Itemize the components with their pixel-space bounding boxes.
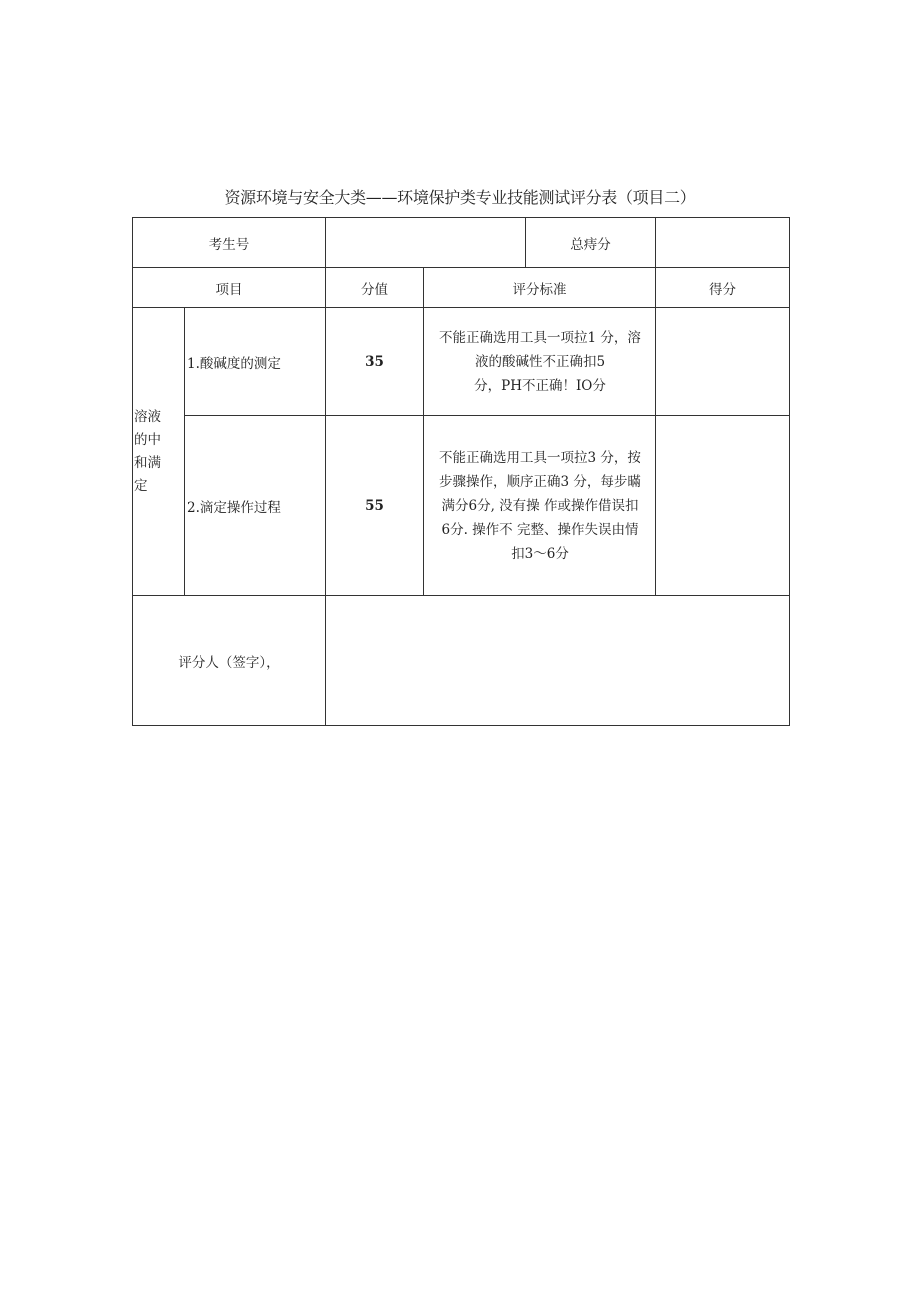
criteria-line: 步骤操作，顺序正确3 分，每步暪 [439,473,641,490]
item-name: 2.滴定操作过程 [185,416,326,596]
group-label-line: 定 [134,477,148,494]
total-score-label: 总痔分 [526,218,656,268]
column-header-score: 得分 [656,268,790,308]
criteria-line: 不能正确选用工具一项拉3 分，按 [439,449,641,466]
criteria-line: 6分. 操作不 完整、操作失误由情 [441,521,639,538]
criteria-line: 不能正确选用工具一项拉1 分，溶 [439,329,641,346]
page-title: 资源环境与安全大类——环境保护类专业技能测试评分表（项目二） [224,188,696,207]
signature-row [133,596,790,726]
group-label-line: 的中 [134,431,161,448]
table-row [133,416,790,596]
item-score-field[interactable] [656,308,790,416]
group-label-line: 和满 [134,454,161,471]
item-points: 55 [326,416,424,596]
header-row-exam [133,218,790,268]
signature-label: 评分人（签字）， [133,596,326,726]
column-header-item: 项目 [133,268,326,308]
item-score-field[interactable] [656,416,790,596]
total-score-field[interactable] [656,218,790,268]
item-criteria [424,416,656,596]
item-points: 35 [326,308,424,416]
item-criteria [424,308,656,416]
signature-field[interactable] [326,596,790,726]
exam-number-label: 考生号 [133,218,326,268]
exam-number-field[interactable] [326,218,526,268]
item-name: 1.酸碱度的测定 [185,308,326,416]
column-header-points: 分值 [326,268,424,308]
column-header-criteria: 评分标准 [424,268,656,308]
header-row-columns [133,268,790,308]
group-label-line: 溶液 [134,408,161,425]
criteria-line: 满分6分, 没有操 作或操作借误扣 [441,497,639,514]
table-row [133,308,790,416]
group-label-cell [133,308,185,596]
criteria-line: 液的酸碱性不正确扣5 [474,353,606,370]
scoring-table [132,217,790,726]
criteria-line: 扣3～6分 [511,545,569,562]
criteria-line: 分，PH不正确！IO分 [474,377,606,394]
